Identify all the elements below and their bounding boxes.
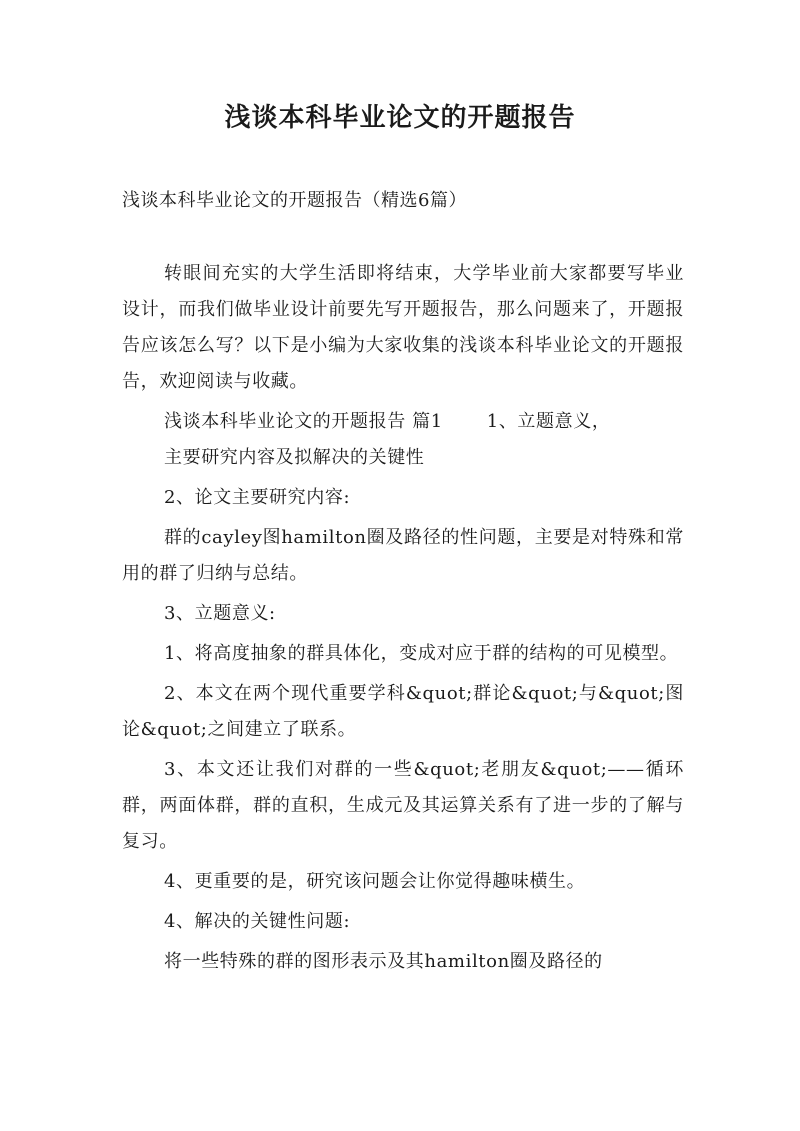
section-heading-title: 浅谈本科毕业论文的开题报告 篇1	[164, 411, 443, 432]
document-subtitle: 浅谈本科毕业论文的开题报告（精选6篇）	[122, 190, 467, 211]
significance-heading: 3、立题意义:	[164, 603, 276, 624]
document-title: 浅谈本科毕业论文的开题报告	[224, 103, 576, 133]
key-problem-heading: 4、解决的关键性问题:	[164, 911, 351, 932]
intro-paragraph: 转眼间充实的大学生活即将结束，大学毕业前大家都要写毕业设计，而我们做毕业设计前要先写开题报告，那么问题来了，开题报告应该怎么写？以下是小编为大家收集的浅谈本科毕业论文的开题报告，欢迎阅读与收藏。	[122, 263, 684, 392]
significance-item-1: 1、将高度抽象的群具体化，变成对应于群的结构的可见模型。	[164, 643, 679, 664]
key-problem-paragraph: 将一些特殊的群的图形表示及其hamilton圈及路径的	[164, 951, 603, 972]
content-paragraph: 群的cayley图hamilton圈及路径的性问题，主要是对特殊和常用的群了归纳与总结。	[122, 527, 684, 584]
significance-item-2: 2、本文在两个现代重要学科&quot;群论&quot;与&quot;图论&quot;之间建立了联系。	[122, 683, 684, 740]
document-body	[122, 256, 684, 984]
section-heading-continuation: 主要研究内容及拟解决的关键性	[164, 447, 425, 468]
content-heading: 2、论文主要研究内容:	[164, 487, 351, 508]
significance-item-4: 4、更重要的是，研究该问题会让你觉得趣味横生。	[164, 871, 586, 892]
section-heading-item: 1、立题意义，	[486, 411, 611, 432]
significance-item-3: 3、本文还让我们对群的一些&quot;老朋友&quot;——循环群，两面体群，群的直积，生成元及其运算关系有了进一步的了解与复习。	[122, 759, 684, 852]
section-heading-line	[122, 404, 684, 440]
